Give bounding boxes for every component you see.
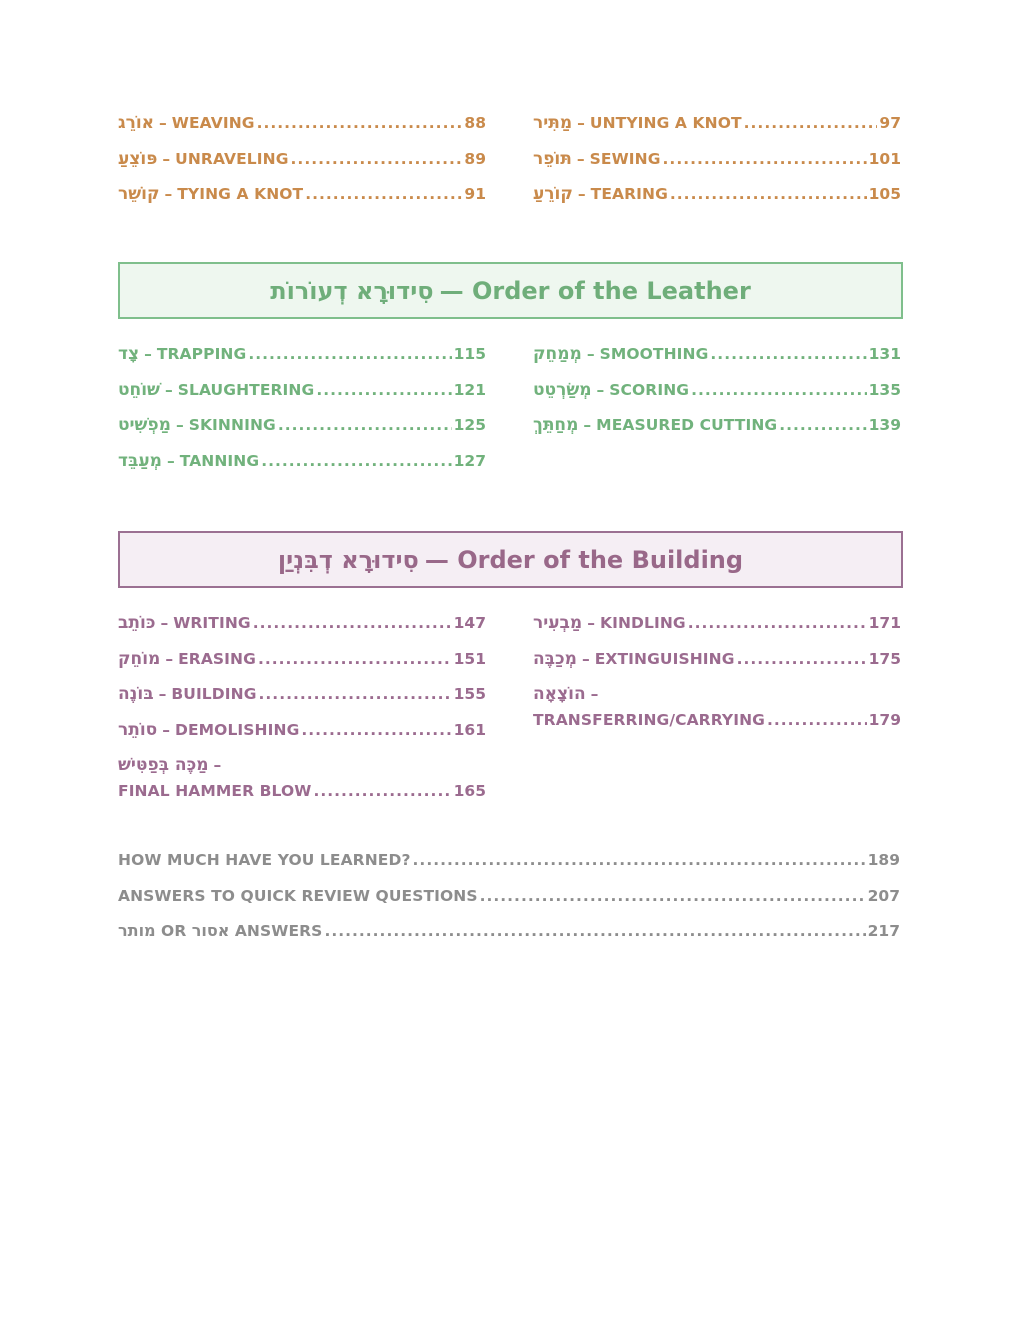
page-number: 89: [464, 149, 486, 168]
page-number: 97: [879, 114, 901, 132]
entry-title: TRANSFERRING/CARRYING: [533, 711, 765, 729]
entry-title: ANSWERS TO QUICK REVIEW QUESTIONS: [118, 886, 478, 905]
page-number: 189: [867, 851, 900, 869]
top-left-column: [118, 113, 486, 220]
building-right-column: [533, 613, 901, 743]
toc-entry[interactable]: בּוֹנֶה – BUILDING ..... 155: [118, 684, 486, 720]
page-number: 165: [453, 782, 486, 800]
hebrew-term: הוֹצָאָה: [533, 684, 586, 704]
leader-dots: [259, 684, 452, 704]
toc-entry[interactable]: הוֹצָאָה – TRANSFERRING/CARRYING ..... 179: [533, 684, 901, 743]
hebrew-term: מוֹחֵק: [118, 648, 161, 669]
leader-dots: [324, 921, 865, 941]
hebrew-term: מְשַׂרְטֵט: [533, 379, 592, 400]
top-right-column: [533, 113, 901, 220]
entry-title: ANSWERS: [234, 922, 323, 940]
toc-entry[interactable]: אוֹרֵג – WEAVING ..... 88: [118, 113, 486, 149]
leader-dots: [258, 649, 452, 669]
hebrew-term: מותר: [118, 921, 156, 940]
toc-entry[interactable]: מְמַחֵק – SMOOTHING ..... 131: [533, 344, 901, 380]
entry-title: WRITING: [173, 614, 251, 632]
leader-dots: [261, 451, 451, 471]
entry-title: TEARING: [590, 185, 668, 203]
entry-title: TANNING: [179, 451, 260, 470]
toc-entry[interactable]: קוֹשֵׁר – TYING A KNOT ..... 91: [118, 184, 486, 220]
leader-dots: [691, 380, 867, 400]
entry-title: ERASING: [178, 649, 256, 668]
section-title-english: — Order of the Leather: [439, 276, 751, 305]
hebrew-term: מַפְשִׁיט: [118, 415, 171, 435]
page-number: 139: [868, 416, 901, 434]
hebrew-term: מַתִּיר: [533, 113, 573, 133]
leather-right-column: [533, 344, 901, 451]
page-number: 151: [453, 649, 486, 668]
leader-dots: [291, 149, 463, 169]
page-number: 179: [868, 711, 901, 729]
entry-title: TYING A KNOT: [177, 185, 304, 203]
entry-title: DEMOLISHING: [175, 720, 300, 739]
toc-entry[interactable]: מְכַבֶּה – EXTINGUISHING ..... 175: [533, 649, 901, 685]
hebrew-term: שׁוֹחֵט: [118, 379, 160, 400]
page-number: 101: [868, 149, 901, 168]
toc-entry[interactable]: קוֹרֵעַ – TEARING ..... 105: [533, 184, 901, 220]
hebrew-term: מְחַתֵּךְ: [533, 415, 579, 435]
hebrew-term: קוֹרֵעַ: [533, 184, 573, 204]
section-header-leather: [118, 262, 903, 319]
toc-entry[interactable]: [118, 850, 900, 886]
page-number: 217: [867, 922, 900, 940]
page-number: 207: [867, 886, 900, 905]
page-number: 115: [453, 345, 486, 363]
hebrew-term: מַבְעִיר: [533, 613, 583, 633]
page-number: 175: [868, 649, 901, 668]
page-number: 171: [868, 614, 901, 632]
hebrew-term: פּוֹצֵעַ: [118, 148, 158, 169]
section-title-hebrew: סִידוּרָא דְבִּנְיַן: [277, 545, 419, 574]
back-matter-list: [118, 850, 900, 957]
leader-dots: [737, 649, 867, 669]
toc-entry[interactable]: פּוֹצֵעַ – UNRAVELING ..... 89: [118, 149, 486, 185]
toc-entry[interactable]: צָד – TRAPPING ..... 115: [118, 344, 486, 380]
page-number: 125: [453, 416, 486, 434]
leader-dots: [301, 720, 451, 740]
leader-dots: [670, 184, 867, 204]
entry-title: SLAUGHTERING: [177, 380, 315, 399]
section-title-hebrew: סִידוּרָא דְעוֹרוֹת: [270, 276, 434, 305]
entry-title: WEAVING: [171, 114, 255, 132]
leader-dots: [688, 613, 867, 633]
leader-dots: [480, 886, 866, 906]
hebrew-term: סוֹתֵר: [118, 719, 158, 740]
entry-title: SEWING: [589, 149, 661, 168]
entry-title: SCORING: [609, 380, 690, 399]
toc-entry[interactable]: [118, 921, 900, 957]
leader-dots: [278, 415, 452, 435]
hebrew-term: מְמַחֵק: [533, 344, 582, 364]
leader-dots: [744, 113, 878, 133]
toc-entry[interactable]: [118, 886, 900, 922]
page-number: 155: [453, 685, 486, 703]
entry-title: HOW MUCH HAVE YOU LEARNED?: [118, 851, 411, 869]
hebrew-term: מַכֶּה בְּפַטִּישׁ: [118, 755, 209, 775]
hebrew-term: אסור: [191, 921, 230, 940]
toc-entry[interactable]: מְעַבֵּד – TANNING ..... 127: [118, 451, 486, 487]
page-number: 147: [453, 614, 486, 632]
entry-title: UNTYING A KNOT: [589, 114, 742, 132]
building-left-column: [118, 613, 486, 814]
entry-title: KINDLING: [599, 614, 686, 632]
leader-dots: [313, 781, 451, 801]
hebrew-term: מְכַבֶּה: [533, 648, 577, 669]
entry-title: EXTINGUISHING: [594, 649, 735, 668]
entry-title: FINAL HAMMER BLOW: [118, 782, 312, 800]
toc-entry[interactable]: מַתִּיר – UNTYING A KNOT ..... 97: [533, 113, 901, 149]
entry-title: SKINNING: [188, 416, 276, 434]
leader-dots: [767, 710, 867, 730]
page-number: 91: [464, 185, 486, 203]
conjunction: OR: [161, 922, 187, 940]
toc-entry[interactable]: מְשַׂרְטֵט – SCORING ..... 135: [533, 380, 901, 416]
entry-title: SMOOTHING: [599, 345, 709, 363]
page-number: 135: [868, 380, 901, 399]
leader-dots: [248, 344, 451, 364]
toc-entry[interactable]: שׁוֹחֵט – SLAUGHTERING ..... 121: [118, 380, 486, 416]
toc-entry[interactable]: מַבְעִיר – KINDLING ..... 171: [533, 613, 901, 649]
hebrew-term: תּוֹפֵר: [533, 148, 572, 169]
leader-dots: [779, 415, 866, 435]
toc-entry[interactable]: מַכֶּה בְּפַטִּישׁ – FINAL HAMMER BLOW ..... 165: [118, 755, 486, 814]
page-number: 88: [464, 114, 486, 132]
entry-title: TRAPPING: [156, 345, 247, 363]
leader-dots: [305, 184, 462, 204]
page-number: 105: [868, 185, 901, 203]
hebrew-term: קוֹשֵׁר: [118, 184, 160, 204]
entry-title: BUILDING: [171, 685, 257, 703]
entry-title: UNRAVELING: [175, 149, 289, 168]
leader-dots: [253, 613, 452, 633]
hebrew-term: אוֹרֵג: [118, 113, 155, 133]
page-number: 121: [453, 380, 486, 399]
entry-title: MEASURED CUTTING: [596, 416, 778, 434]
section-title-english: — Order of the Building: [424, 545, 744, 574]
toc-entry[interactable]: מְחַתֵּךְ – MEASURED CUTTING ..... 139: [533, 415, 901, 451]
leader-dots: [413, 850, 866, 870]
section-header-building: [118, 531, 903, 588]
toc-entry[interactable]: מוֹחֵק – ERASING ..... 151: [118, 649, 486, 685]
leader-dots: [710, 344, 866, 364]
leader-dots: [316, 380, 451, 400]
toc-entry[interactable]: מַפְשִׁיט – SKINNING ..... 125: [118, 415, 486, 451]
leader-dots: [257, 113, 463, 133]
hebrew-term: בּוֹנֶה: [118, 684, 154, 704]
page-number: 161: [453, 720, 486, 739]
page-number: 131: [868, 345, 901, 363]
hebrew-term: כּוֹתֵב: [118, 613, 156, 633]
leader-dots: [663, 149, 867, 169]
toc-entry[interactable]: תּוֹפֵר – SEWING ..... 101: [533, 149, 901, 185]
page-number: 127: [453, 451, 486, 470]
hebrew-term: צָד: [118, 344, 140, 364]
hebrew-term: מְעַבֵּד: [118, 450, 162, 471]
toc-entry[interactable]: סוֹתֵר – DEMOLISHING ..... 161: [118, 720, 486, 756]
toc-entry[interactable]: כּוֹתֵב – WRITING ..... 147: [118, 613, 486, 649]
leather-left-column: [118, 344, 486, 486]
